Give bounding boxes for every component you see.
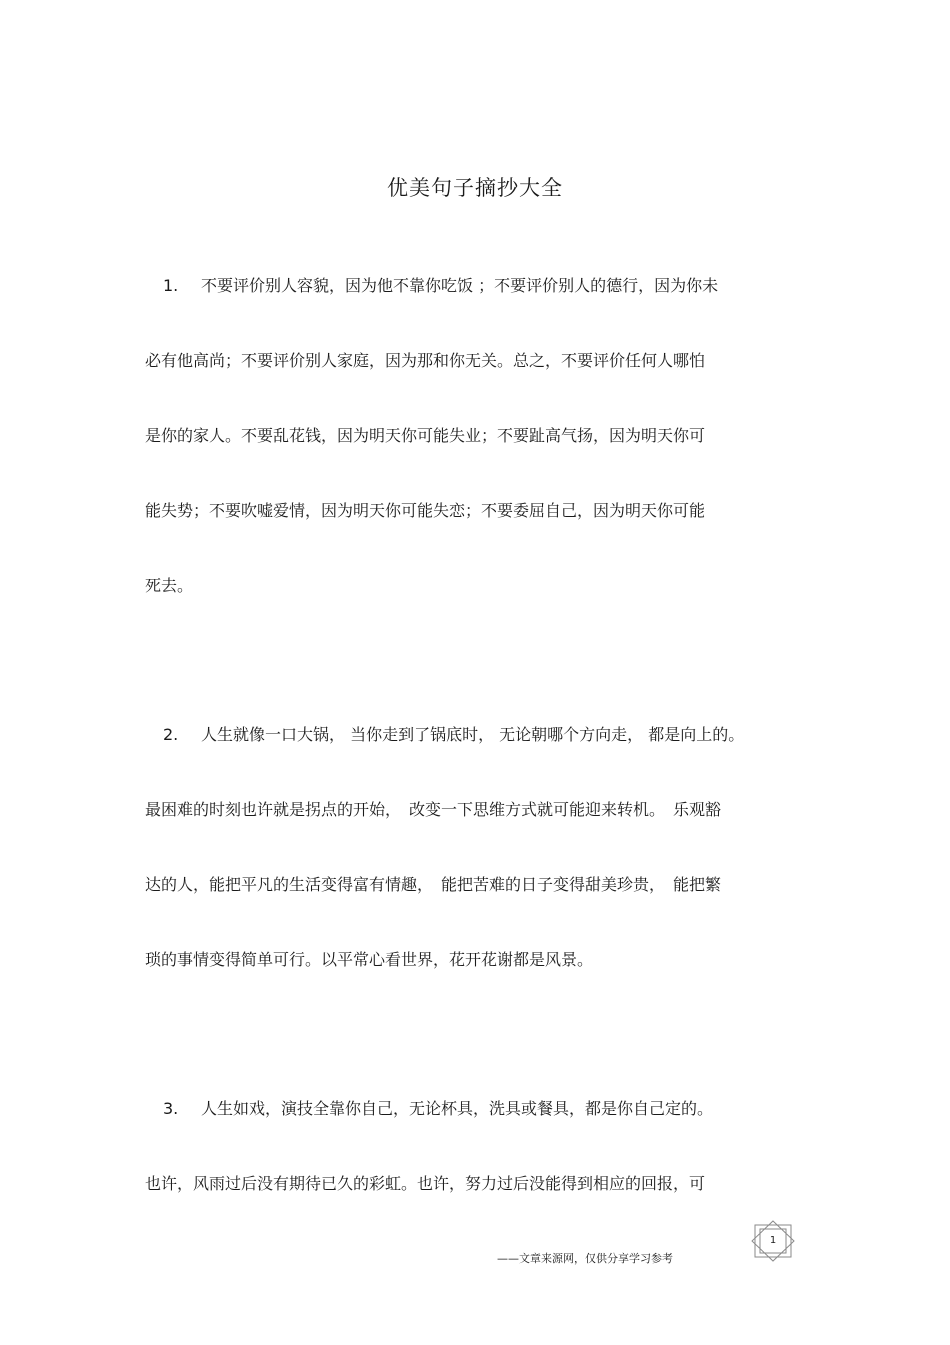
item-1-number: 1. (163, 276, 179, 295)
item-1-text-line-4: 能失势；不要吹嘘爱情，因为明天你可能失恋；不要委屈自己，因为明天你可能 (145, 501, 706, 520)
item-2-text-line-4: 琐的事情变得简单可行。以平常心看世界，花开花谢都是风景。 (145, 950, 594, 969)
item-2-text-line-2: 最困难的时刻也许就是拐点的开始， 改变一下思维方式就可能迎来转机。 乐观豁 (145, 800, 722, 819)
item-3-number: 3. (163, 1099, 179, 1118)
item-1-line-1 (145, 274, 718, 298)
item-3-text-line-1: 人生如戏，演技全靠你自己，无论杯具，洗具或餐具，都是你自己定的。 (201, 1099, 714, 1118)
item-2-text-line-1: 人生就像一口大锅， 当你走到了锅底时， 无论朝哪个方向走， 都是向上的。 (201, 725, 745, 744)
item-2-text-line-3: 达的人，能把平凡的生活变得富有情趣， 能把苦难的日子变得甜美珍贵， 能把繁 (145, 875, 722, 894)
item-3-text-line-2: 也许，风雨过后没有期待已久的彩虹。也许，努力过后没能得到相应的回报，可 (145, 1174, 706, 1193)
page-number: 1 (769, 1235, 777, 1246)
item-1-text-line-1: 不要评价别人容貌，因为他不靠你吃饭 ；不要评价别人的德行，因为你未 (201, 276, 719, 295)
footer-source-note: ——文章来源网，仅供分享学习参考 (497, 1252, 673, 1265)
item-1-text-line-3: 是你的家人。不要乱花钱，因为明天你可能失业；不要趾高气扬，因为明天你可 (145, 426, 706, 445)
document-title: 优美句子摘抄大全 (387, 176, 563, 200)
item-2-number: 2. (163, 725, 179, 744)
item-1-text-line-5: 死去。 (145, 576, 194, 595)
item-2-line-1 (145, 723, 744, 747)
item-1-text-line-2: 必有他高尚；不要评价别人家庭，因为那和你无关。总之，不要评价任何人哪怕 (145, 351, 706, 370)
item-3-line-1 (145, 1097, 713, 1121)
